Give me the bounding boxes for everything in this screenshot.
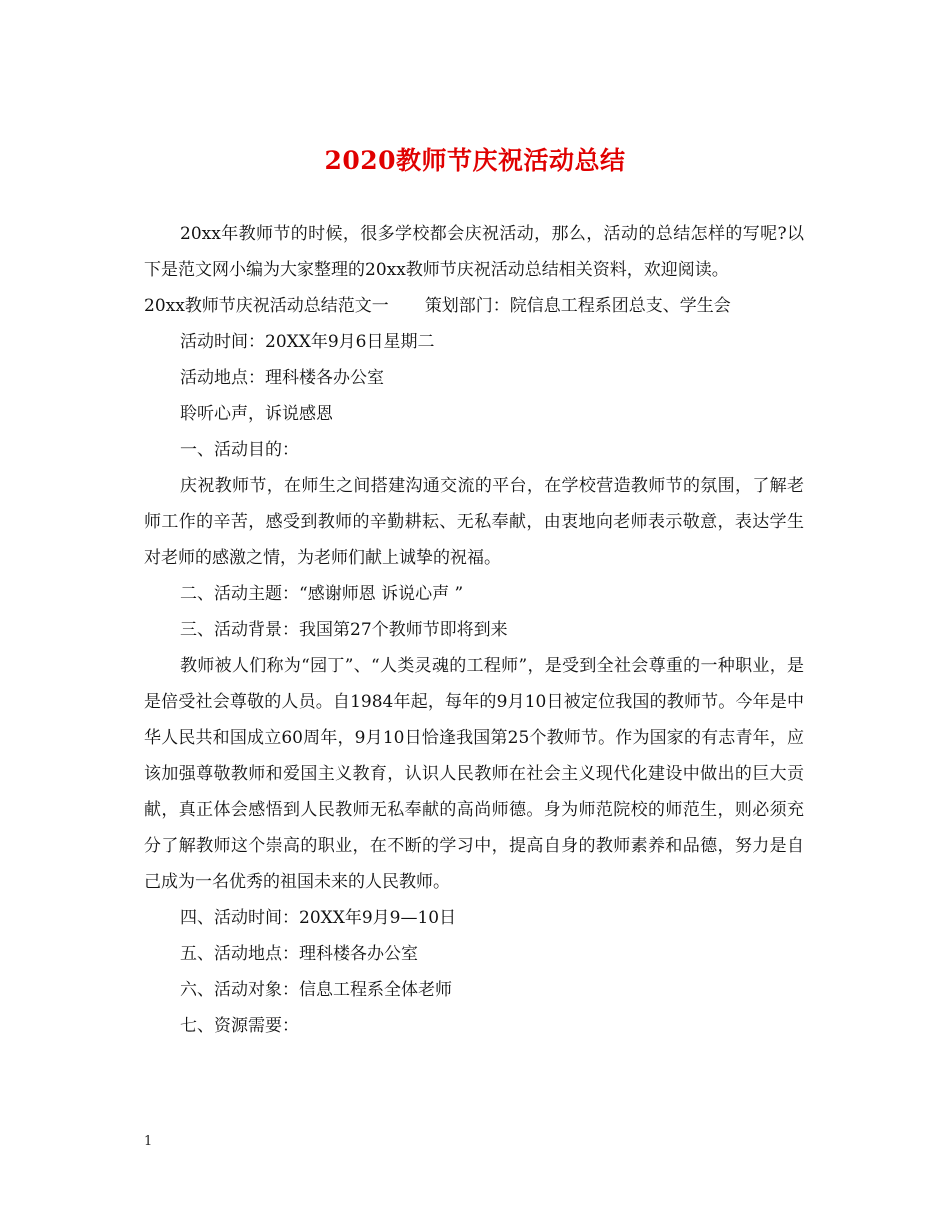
sample-heading: 20xx教师节庆祝活动总结范文一: [144, 296, 389, 316]
intro-paragraph: 20xx年教师节的时候，很多学校都会庆祝活动，那么，活动的总结怎样的写呢?以下是范文网小编为大家整理的20xx教师节庆祝活动总结相关资料，欢迎阅读。: [144, 224, 804, 280]
section-3-line: 三、活动背景：我国第27个教师节即将到来: [180, 620, 508, 640]
page-number: 1: [144, 1134, 153, 1149]
section-1-heading: 一、活动目的：: [180, 440, 299, 460]
slogan-line: 聆听心声，诉说感恩: [180, 404, 333, 424]
document-body: [144, 216, 804, 1044]
section-1-paragraph: 庆祝教师节，在师生之间搭建沟通交流的平台，在学校营造教师节的氛围，了解老师工作的辛苦，感受到教师的辛勤耕耘、无私奉献，由衷地向老师表示敬意，表达学生对老师的感激之情，为老师们献上诚挚的祝福。: [144, 476, 804, 568]
section-5-line: 五、活动地点：理科楼各办公室: [180, 944, 418, 964]
document-title: 2020教师节庆祝活动总结: [324, 146, 626, 175]
sample-heading-line: [144, 288, 804, 324]
planning-department: 策划部门：院信息工程系团总支、学生会: [424, 296, 731, 316]
section-6-line: 六、活动对象：信息工程系全体老师: [180, 980, 452, 1000]
section-3-paragraph: 教师被人们称为“园丁”、“人类灵魂的工程师”，是受到全社会尊重的一种职业，是是倍受社会尊敬的人员。自1984年起，每年的9月10日被定位我国的教师节。今年是中华人民共和国成立60周年，9月10日恰逢我国第25个教师节。作为国家的有志青年，应该加强尊敬教师和爱国主义教育，认识人民教师在社会主义现代化建设中做出的巨大贡献，真正体会感悟到人民教师无私奉献的高尚师德。身为师范院校的师范生，则必须充分了解教师这个崇高的职业，在不断的学习中，提高自身的教师素养和品德，努力是自己成为一名优秀的祖国未来的人民教师。: [144, 656, 804, 892]
section-4-line: 四、活动时间：20XX年9月9—10日: [180, 908, 457, 928]
section-7-line: 七、资源需要：: [180, 1016, 299, 1036]
activity-time-line: 活动时间：20XX年9月6日星期二: [180, 332, 435, 352]
section-2-line: 二、活动主题：“感谢师恩 诉说心声 ”: [180, 584, 464, 604]
activity-place-line: 活动地点：理科楼各办公室: [180, 368, 384, 388]
